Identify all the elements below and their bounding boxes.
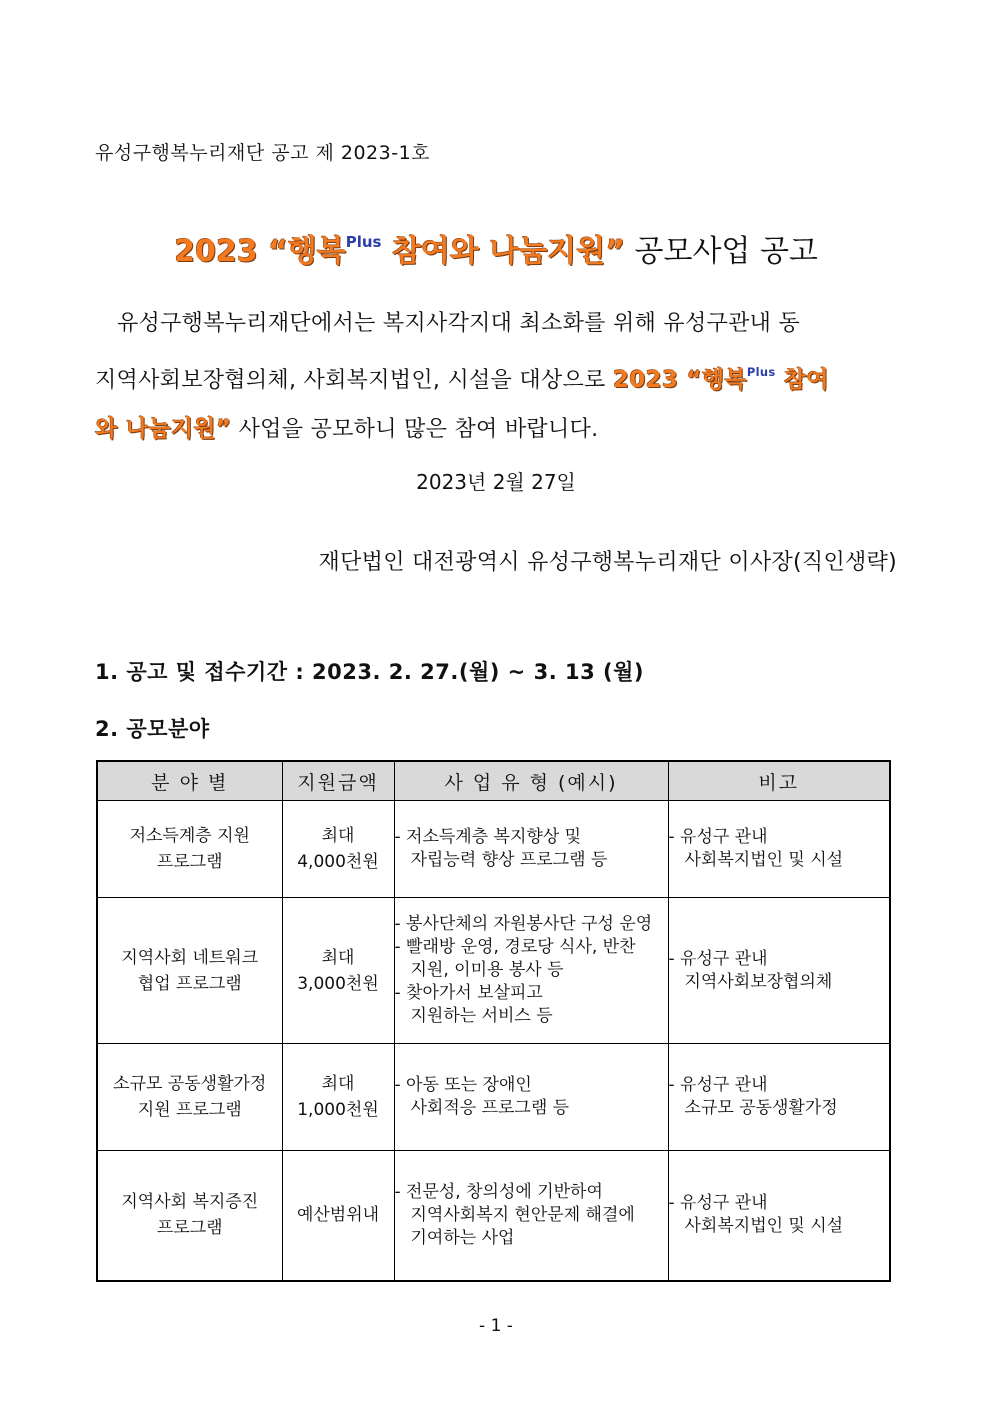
title-plus-superscript: Plus: [345, 232, 382, 251]
title-suffix: 공모사업 공고: [624, 234, 818, 269]
signer: 재단법인 대전광역시 유성구행복누리재단 이사장(직인생략): [318, 550, 897, 575]
cell-note: - 유성구 관내 사회복지법인 및 시설: [668, 801, 890, 898]
header-amount: 지원금액: [282, 761, 394, 801]
cell-field: 저소득계층 지원 프로그램: [97, 801, 282, 898]
cell-type: - 전문성, 창의성에 기반하여 지역사회복지 현안문제 해결에 기여하는 사업: [394, 1151, 668, 1281]
page-number: - 1 -: [479, 1316, 513, 1336]
cell-field: 소규모 공동생활가정 지원 프로그램: [97, 1044, 282, 1151]
cell-amount: 최대 1,000천원: [282, 1044, 394, 1151]
field-table: [96, 760, 891, 1282]
header-type: 사 업 유 형 (예시): [394, 761, 668, 801]
cell-note: - 유성구 관내 소규모 공동생활가정: [668, 1044, 890, 1151]
intro-highlight: 2023 “행복$^{Plus}$ 참여: [612, 365, 829, 393]
table-row: [97, 801, 890, 898]
cell-amount: 최대 4,000천원: [282, 801, 394, 898]
table-row: [97, 1044, 890, 1151]
table-row: [97, 1151, 890, 1281]
header-field: 분 야 별: [97, 761, 282, 801]
header-note: 비고: [668, 761, 890, 801]
table-header-row: [97, 761, 890, 801]
announcement-date: 2023년 2월 27일: [416, 470, 576, 494]
intro-highlight-continued: 와 나눔지원”: [95, 415, 232, 442]
cell-type: - 아동 또는 장애인 사회적응 프로그램 등: [394, 1044, 668, 1151]
section-1-period: 1. 공고 및 접수기간 : 2023. 2. 27.(월) ~ 3. 13 (월): [95, 660, 644, 684]
cell-note: - 유성구 관내 사회복지법인 및 시설: [668, 1151, 890, 1281]
intro-paragraph: 유성구행복누리재단에서는 복지사각지대 최소화를 위해 유성구관내 동 지역사회보장협의체, 사회복지법인, 시설을 대상으로 2023 “행복$^{Plus}$ 참여 와 나눔지원” 사업을 공모하니 많은 참여 바랍니다.: [95, 311, 829, 442]
cell-type: - 봉사단체의 자원봉사단 구성 운영 - 빨래방 운영, 경로당 식사, 반찬 지원, 이미용 봉사 등 - 찾아가서 보살피고 지원하는 서비스 등: [394, 898, 668, 1044]
cell-field: 지역사회 복지증진 프로그램: [97, 1151, 282, 1281]
page-title: [0, 226, 992, 270]
cell-amount: 최대 3,000천원: [282, 898, 394, 1044]
notice-number: 유성구행복누리재단 공고 제 2023-1호: [95, 142, 431, 164]
cell-type: - 저소득계층 복지향상 및 자립능력 향상 프로그램 등: [394, 801, 668, 898]
table-row: [97, 898, 890, 1044]
cell-field: 지역사회 네트워크 협업 프로그램: [97, 898, 282, 1044]
cell-amount: 예산범위내: [282, 1151, 394, 1281]
title-highlight: 2023 “행복$^{Plus}$ 참여와 나눔지원”: [174, 232, 625, 269]
cell-note: - 유성구 관내 지역사회보장협의체: [668, 898, 890, 1044]
section-2-heading: 2. 공모분야: [95, 717, 210, 741]
